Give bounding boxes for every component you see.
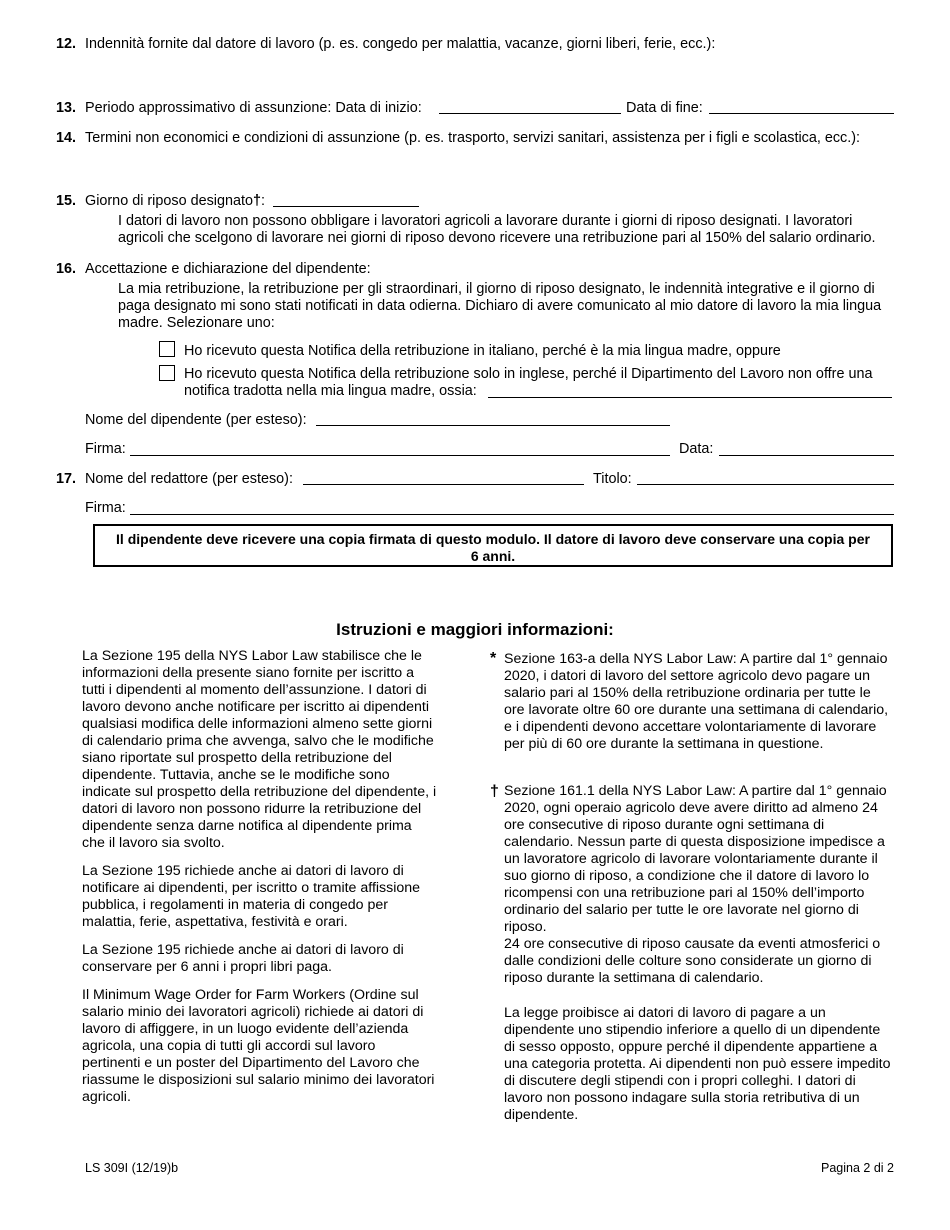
item-13-number: 13. [56, 100, 77, 116]
asterisk-icon: * [490, 650, 497, 667]
item-13-label: Periodo approssimativo di assunzione: Data di inizio: [85, 100, 422, 116]
rest-day-field[interactable] [273, 192, 419, 207]
preparer-signature-label: Firma: [85, 500, 126, 516]
item-15-number: 15. [56, 193, 77, 209]
page-number: Pagina 2 di 2 [821, 1161, 894, 1175]
colon: : [261, 193, 266, 209]
minimum-wage-order-paragraph: Il Minimum Wage Order for Farm Workers (Ordine sul salario minio dei lavoratori agricoli) richiede ai datori di lavoro di affiggere, in un luogo evidente dell’azienda agricola, una copia di tutti gli accordi sul lavoro pertinenti e un poster del Dipartimento del Lavoro che riassume le disposizioni sul salario minimo dei lavoratori agricoli. [82, 987, 435, 1105]
item-15-label [85, 193, 265, 210]
employee-signature-field[interactable] [130, 441, 670, 456]
form-id: LS 309I (12/19)b [85, 1161, 179, 1175]
end-date-field[interactable] [709, 99, 894, 114]
instructions-left-column [82, 648, 437, 1117]
item-16-number: 16. [56, 261, 77, 277]
retention-notice: Il dipendente deve ricevere una copia firmata di questo modulo. Il datore di lavoro deve conservare una copia per 6 anni. [93, 524, 893, 567]
option-italian-label: Ho ricevuto questa Notifica della retribuzione in italiano, perché è la mia lingua madre, oppure [184, 343, 781, 359]
section-163a-paragraph: Sezione 163-a della NYS Labor Law: A partire dal 1° gennaio 2020, i datori di lavoro del settore agricolo devo pagare un salario pari al 150% della retribuzione ordinaria per tutte le ore lavorate oltre 60 ore durante una settimana di calendario, e i dipendenti devono accettare volontariamente di lavorare per più di 60 ore durante la settimana in questione. [504, 651, 889, 752]
preparer-title-label: Titolo: [593, 471, 632, 487]
item-16-statement: La mia retribuzione, la retribuzione per gli straordinari, il giorno di riposo designato, le indennità integrative e il giorno di paga designato mi sono stati notificati in data odierna. Dichiaro di avere comunicato al mio datore di lavoro la mia lingua madre. Selezionare uno: [118, 281, 882, 331]
dagger-note-icon: † [490, 783, 499, 800]
section-161-weather-text: 24 ore consecutive di riposo causate da eventi atmosferici o dalle condizioni delle colture sono considerate un giorno di riposo durante la settimana di calendario. [504, 936, 881, 986]
equal-pay-paragraph: La legge proibisce ai datori di lavoro di pagare a un dipendente uno stipendio inferiore a quello di un dipendente di sesso opposto, oppure perché il dipendente appartiene a una categoria protetta. Ai dipendenti non può essere impedito di discutere degli stipendi con i propri colleghi. I datori di lavoro non possono indagare sulla storia retributiva di un dipendente. [504, 1005, 891, 1123]
date-field[interactable] [719, 441, 894, 456]
section-161-text: Sezione 161.1 della NYS Labor Law: A partire dal 1° gennaio 2020, ogni operaio agricolo deve avere diritto ad almeno 24 ore consecutive di riposo durante ogni settimana di calendario. Nessun parte di questa disposizione impedisce a un lavoratore agricolo di lavorare volontariamente durante il suo giorno di riposo, a condizione che il datore di lavoro lo ricompensi con una retribuzione pari al 150% dell’importo ordinario del salario per tutte le ore lavorate nel giorno di riposo. [504, 783, 887, 935]
item-14-number: 14. [56, 130, 77, 146]
section-161-paragraph [504, 783, 896, 987]
employee-signature-label: Firma: [85, 441, 126, 457]
option-english-label-line2: notifica tradotta nella mia lingua madre, ossia: [184, 383, 477, 399]
option-italian-checkbox[interactable] [159, 341, 175, 357]
dagger-icon: † [253, 193, 262, 209]
item-15-note: I datori di lavoro non possono obbligare i lavoratori agricoli a lavorare durante i giorni di riposo designati. I lavoratori agricoli che scelgono di lavorare nei giorni di riposo devono ricevere una retribuzione pari al 150% del salario ordinario. [118, 213, 876, 246]
preparer-name-field[interactable] [303, 470, 584, 485]
item-12-label: Indennità fornite dal datore di lavoro (p. es. congedo per malattia, vacanze, giorni liberi, ferie, ecc.): [85, 36, 716, 52]
end-date-label: Data di fine: [626, 100, 703, 116]
employee-name-field[interactable] [316, 411, 670, 426]
rest-day-label: Giorno di riposo designato [85, 193, 253, 209]
item-16-label: Accettazione e dichiarazione del dipendente: [85, 261, 371, 277]
preparer-signature-field[interactable] [130, 500, 894, 515]
item-17-number: 17. [56, 471, 77, 487]
native-language-field[interactable] [488, 383, 892, 398]
item-12-number: 12. [56, 36, 77, 52]
preparer-title-field[interactable] [637, 470, 894, 485]
instructions-heading: Istruzioni e maggiori informazioni: [336, 620, 614, 639]
start-date-field[interactable] [439, 99, 621, 114]
item-14-label: Termini non economici e condizioni di assunzione (p. es. trasporto, servizi sanitari, assistenza per i figli e scolastica, ecc.): [85, 130, 861, 146]
employee-name-label: Nome del dipendente (per esteso): [85, 412, 307, 428]
option-english-label-line1: Ho ricevuto questa Notifica della retribuzione solo in inglese, perché il Dipartimento del Lavoro non offre una [184, 366, 873, 382]
section-195-paragraph: La Sezione 195 della NYS Labor Law stabilisce che le informazioni della presente siano fornite per iscritto a tutti i dipendenti al momento dell’assunzione. I datori di lavoro devono anche notificare per iscritto ai dipendenti qualsiasi modifica delle informazioni almeno sette giorni di calendario prima che avvenga, salvo che le modifiche siano riportate sul prospetto della retribuzione del dipendente. Tuttavia, anche se le modifiche sono indicate sul prospetto della retribuzione del dipendente, i datori di lavoro non possono ridurre la retribuzione del dipendente senza darne notifica al dipendente prima che il lavoro sia svolto. [82, 648, 437, 851]
section-195-leave-paragraph: La Sezione 195 richiede anche ai datori di lavoro di notificare ai dipendenti, per iscritto o tramite affissione pubblica, i regolamenti in materia di congedo per malattia, ferie, aspettativa, festività e orari. [82, 863, 421, 930]
preparer-name-label: Nome del redattore (per esteso): [85, 471, 293, 487]
option-english-checkbox[interactable] [159, 365, 175, 381]
date-label: Data: [679, 441, 714, 457]
section-195-payroll-paragraph: La Sezione 195 richiede anche ai datori di lavoro di conservare per 6 anni i propri libri paga. [82, 942, 404, 975]
